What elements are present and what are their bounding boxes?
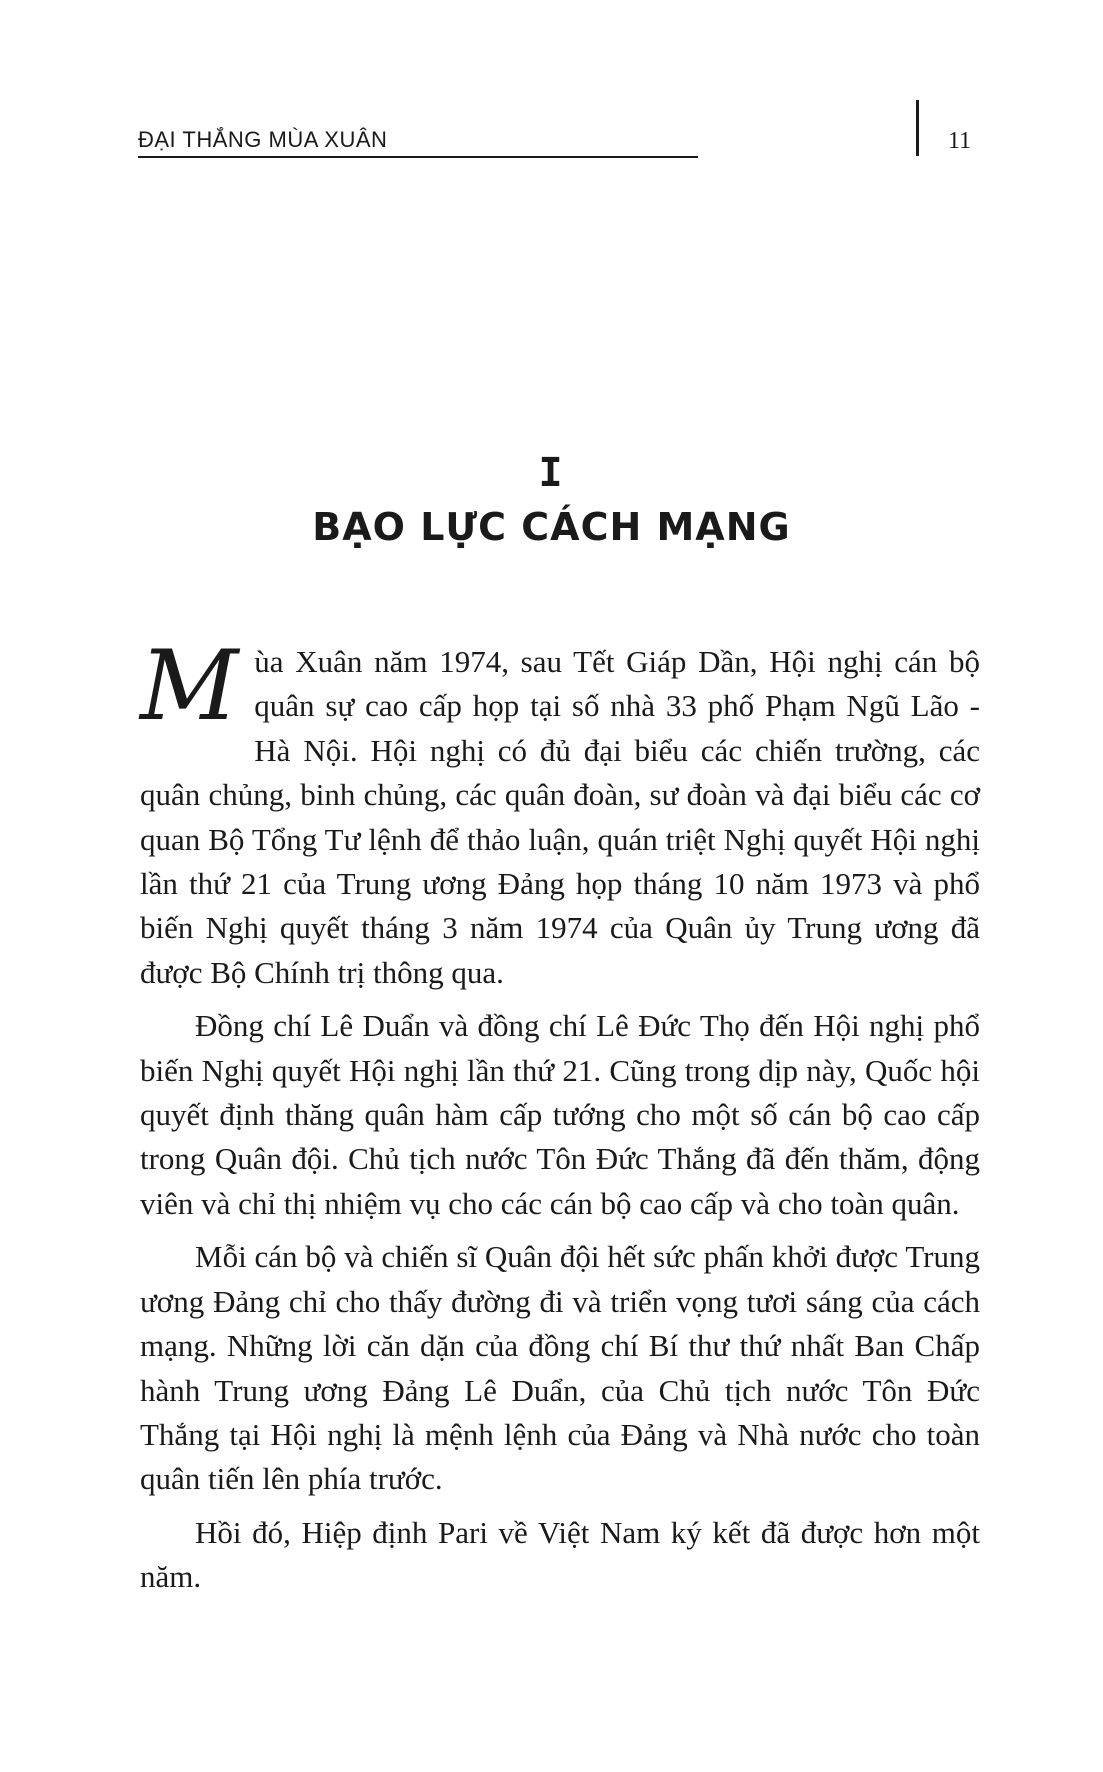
paragraph-1-text: ùa Xuân năm 1974, sau Tết Giáp Dần, Hội nghị cán bộ quân sự cao cấp họp tại số nhà 33 phố Phạm Ngũ Lão - Hà Nội. Hội nghị có đủ đại biểu các chiến trường, các quân chủng, binh chủng, các quân đoàn, sư đoàn và đại biểu các cơ quan Bộ Tổng Tư lệnh để thảo luận, quán triệt Nghị quyết Hội nghị lần thứ 21 của Trung ương Đảng họp tháng 10 năm 1973 và phổ biến Nghị quyết tháng 3 năm 1974 của Quân ủy Trung ương đã được Bộ Chính trị thông qua. — [140, 644, 980, 990]
chapter-number: I — [538, 450, 565, 496]
header-divider — [916, 100, 919, 156]
paragraph-1 — [140, 630, 980, 995]
running-header — [138, 126, 698, 158]
paragraph-4: Hồi đó, Hiệp định Pari về Việt Nam ký kết đã được hơn một năm. — [140, 1514, 980, 1595]
paragraph-3: Mỗi cán bộ và chiến sĩ Quân đội hết sức phấn khởi được Trung ương Đảng chỉ cho thấy đường đi và triển vọng tươi sáng của cách mạng. Những lời căn dặn của đồng chí Bí thư thứ nhất Ban Chấp hành Trung ương Đảng Lê Duẩn, của Chủ tịch nước Tôn Đức Thắng tại Hội nghị là mệnh lệnh của Đảng và Nhà nước cho toàn quân tiến lên phía trước. — [140, 1239, 980, 1497]
paragraph-2: Đồng chí Lê Duẩn và đồng chí Lê Đức Thọ đến Hội nghị phổ biến Nghị quyết Hội nghị lần thứ 21. Cũng trong dịp này, Quốc hội quyết định thăng quân hàm cấp tướng cho một số cán bộ cao cấp trong Quân đội. Chủ tịch nước Tôn Đức Thắng đã đến thăm, động viên và chỉ thị nhiệm vụ cho các cán bộ cao cấp và cho toàn quân. — [140, 1008, 980, 1221]
chapter-title: BẠO LỰC CÁCH MẠNG — [312, 505, 791, 549]
running-title: ĐẠI THẮNG MÙA XUÂN — [138, 127, 388, 152]
body-text — [140, 630, 980, 1609]
page-number: 11 — [948, 128, 972, 154]
drop-cap: M — [140, 630, 239, 742]
